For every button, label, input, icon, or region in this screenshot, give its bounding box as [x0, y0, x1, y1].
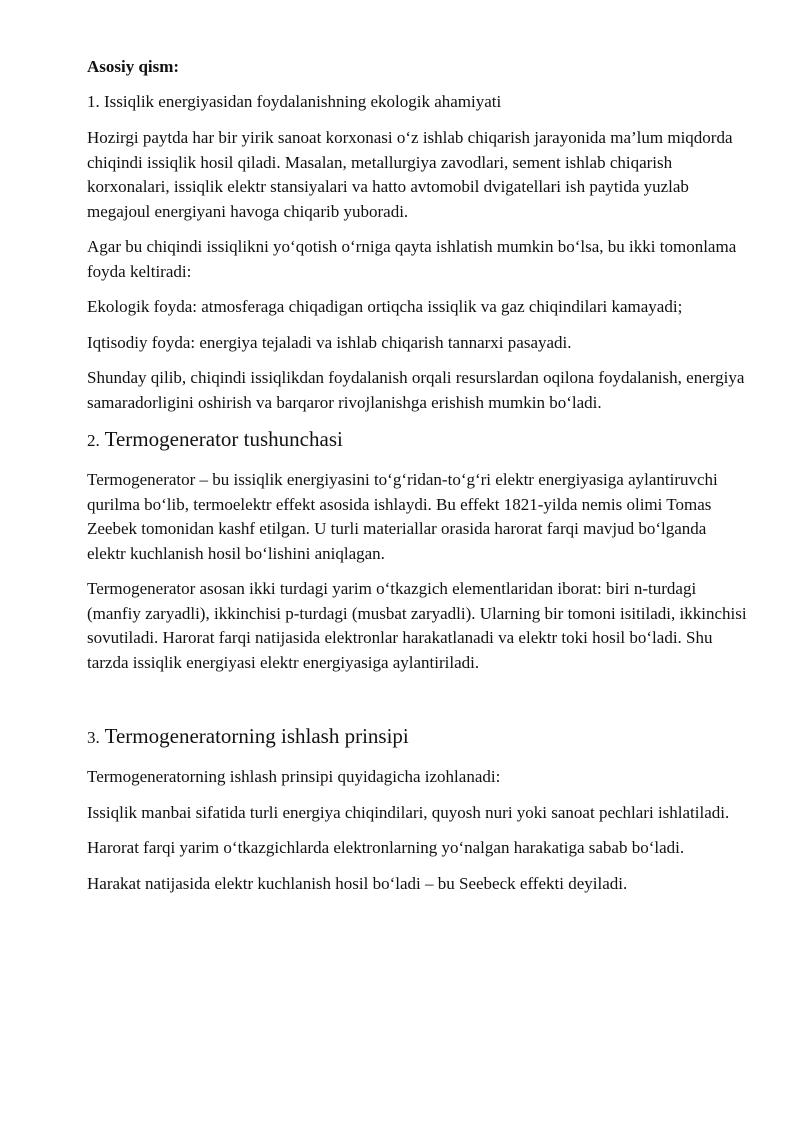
section-3-heading: [87, 723, 747, 751]
section-1-paragraph-2: Agar bu chiqindi issiqlikni yo‘qotish o‘rniga qayta ishlatish mumkin bo‘lsa, bu ikki tomonlama foyda keltiradi:: [87, 237, 737, 281]
section-2-paragraph-2: Termogenerator asosan ikki turdagi yarim o‘tkazgich elementlaridan iborat: biri n-turdagi (manfiy zaryadli), ikkinchisi p-turdagi (musbat zaryadli). Ularning bir tomoni isitiladi, ikkinchisi sovutiladi. Harorat farqi natijasida elektronlar harakatlanadi va elektr toki hosil bo‘ladi. Shu tarzda issiqlik energiyasi elektr energiyasiga aylantiriladi.: [87, 579, 747, 672]
section-2-heading-text: Termogenerator tushunchasi: [104, 427, 343, 451]
section-1-heading: 1. Issiqlik energiyasidan foydalanishning ekologik ahamiyati: [87, 92, 502, 111]
section-3-paragraph-1: Termogeneratorning ishlash prinsipi quyidagicha izohlanadi:: [87, 767, 501, 786]
section-2-number: 2.: [87, 431, 100, 450]
section-3-number: 3.: [87, 728, 100, 747]
section-2-heading: [87, 426, 747, 454]
section-2-paragraph-1: Termogenerator – bu issiqlik energiyasini to‘g‘ridan-to‘g‘ri elektr energiyasiga aylantiruvchi qurilma bo‘lib, termoelektr effekt asosida ishlaydi. Bu effekt 1821-yilda nemis olimi Tomas Zeebek tomonidan kashf etilgan. U turli materiallar orasida harorat farqi mavjud bo‘lganda elektr kuchlanish hosil bo‘lishini aniqlagan.: [87, 470, 718, 563]
document-title: Asosiy qism:: [87, 57, 180, 76]
section-3-heading-text: Termogeneratorning ishlash prinsipi: [104, 724, 409, 748]
section-3-paragraph-3: Harorat farqi yarim o‘tkazgichlarda elektronlarning yo‘nalgan harakatiga sabab bo‘ladi.: [87, 838, 685, 857]
section-1-paragraph-1: Hozirgi paytda har bir yirik sanoat korxonasi o‘z ishlab chiqarish jarayonida ma’lum miqdorda chiqindi issiqlik hosil qiladi. Masalan, metallurgiya zavodlari, sement ishlab chiqarish korxonalari, issiqlik elektr stansiyalari va hatto avtomobil dvigatellari ish paytida yuzlab megajoul energiyani havoga chiqarib yuboradi.: [87, 128, 733, 221]
section-3-paragraph-4: Harakat natijasida elektr kuchlanish hosil bo‘ladi – bu Seebeck effekti deyiladi.: [87, 873, 628, 893]
section-1-paragraph-3: Ekologik foyda: atmosferaga chiqadigan ortiqcha issiqlik va gaz chiqindilari kamayadi;: [87, 297, 683, 316]
section-1-paragraph-4: Iqtisodiy foyda: energiya tejaladi va ishlab chiqarish tannarxi pasayadi.: [87, 332, 572, 352]
section-1-paragraph-5: Shunday qilib, chiqindi issiqlikdan foydalanish orqali resurslardan oqilona foydalanish, energiya samaradorligini oshirish va barqaror rivojlanishga erishish mumkin bo‘ladi.: [87, 368, 745, 412]
document-page: [87, 55, 747, 907]
section-spacer: [87, 686, 747, 723]
section-3-paragraph-2: Issiqlik manbai sifatida turli energiya chiqindilari, quyosh nuri yoki sanoat pechlari ishlatiladi.: [87, 802, 730, 822]
